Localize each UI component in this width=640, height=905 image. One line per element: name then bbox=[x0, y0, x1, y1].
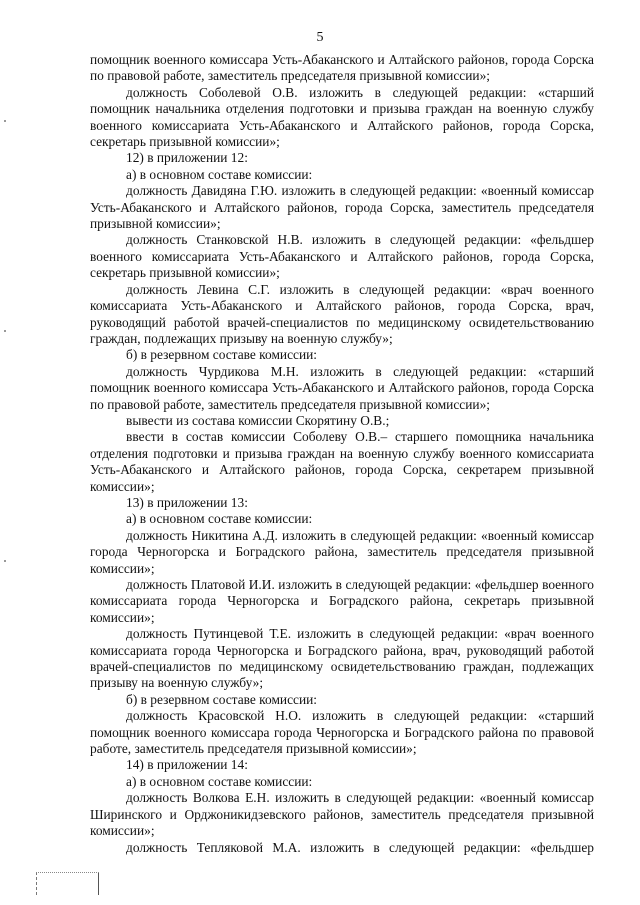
paragraph: должность Соболевой О.В. изложить в следующей редакции: «старший помощник начальника отделения подготовки и призыва граждан на военную службу военного комиссариата Усть-Абаканского и Алтайского районов, города Сорска, секретарь призывной комиссии»; bbox=[90, 84, 594, 150]
paragraph: должность Волкова Е.Н. изложить в следующей редакции: «военный комиссар Ширинского и Орджоникидзевского районов, заместитель председателя призывной комиссии»; bbox=[90, 790, 594, 839]
paragraph: должность Путинцевой Т.Е. изложить в следующей редакции: «врач военного комиссариата города Черногорска и Боградского района, врач, руководящий работой врачей-специалистов по медицинскому освидетельствованию граждан, подлежащих призыву на военную службу»; bbox=[90, 626, 594, 691]
paragraph: б) в резервном составе комиссии: bbox=[126, 691, 318, 707]
paragraph: ввести в состав комиссии Соболеву О.В.– старшего помощника начальника отделения подготовки и призыва граждан на военную службу военного комиссариата Усть-Абаканского и Алтайского районов, города Сорска, секретарем призывной комиссии»; bbox=[90, 429, 594, 494]
paragraph: должность Тепляковой М.А. изложить в следующей редакции: «фельдшер bbox=[126, 839, 594, 855]
paragraph: должность Никитина А.Д. изложить в следующей редакции: «военный комиссар города Черногорска и Боградского района, заместитель председателя призывной комиссии»; bbox=[90, 527, 594, 576]
paragraph: а) в основном составе комиссии: bbox=[126, 773, 313, 789]
paragraph: 14) в приложении 14: bbox=[126, 757, 248, 773]
paragraph: 13) в приложении 13: bbox=[126, 494, 248, 510]
scan-speck bbox=[4, 120, 6, 122]
paragraph: должность Платовой И.И. изложить в следующей редакции: «фельдшер военного комиссариата города Черногорска и Боградского района, секретарь призывной комиссии»; bbox=[90, 577, 594, 625]
scan-artifact bbox=[36, 872, 99, 895]
paragraph: а) в основном составе комиссии: bbox=[126, 166, 313, 182]
scan-speck bbox=[4, 560, 6, 562]
paragraph: должность Красовской Н.О. изложить в следующей редакции: «старший помощник военного комиссара города Черногорска и Боградского района по правовой работе, заместитель председателя призывной комиссии»; bbox=[90, 708, 594, 757]
paragraph: б) в резервном составе комиссии: bbox=[126, 347, 318, 363]
paragraph: вывести из состава комиссии Скорятину О.В.; bbox=[126, 412, 390, 428]
document-body bbox=[90, 52, 594, 856]
scan-speck bbox=[4, 330, 6, 332]
paragraph: 12) в приложении 12: bbox=[126, 150, 248, 166]
paragraph: должность Левина С.Г. изложить в следующей редакции: «врач военного комиссариата Усть-Абаканского и Алтайского районов, города Сорска, врач, руководящий работой врачей-специалистов по медицинскому освидетельствованию граждан, подлежащих призыву на военную службу»; bbox=[90, 281, 594, 346]
paragraph: должность Чурдикова М.Н. изложить в следующей редакции: «старший помощник военного комиссара Усть-Абаканского и Алтайского районов, города Сорска по правовой работе, заместитель председателя призывной комиссии»; bbox=[90, 363, 594, 412]
paragraph: должность Станковской Н.В. изложить в следующей редакции: «фельдшер военного комиссариата Усть-Абаканского и Алтайского районов, города Сорска, секретарь призывной комиссии»; bbox=[90, 232, 594, 281]
page-number: 5 bbox=[316, 30, 324, 45]
paragraph: должность Давидяна Г.Ю. изложить в следующей редакции: «военный комиссар Усть-Абаканского и Алтайского районов, города Сорска, заместитель председателя призывной комиссии»; bbox=[90, 183, 594, 232]
paragraph: помощник военного комиссара Усть-Абаканского и Алтайского районов, города Сорска по правовой работе, заместитель председателя призывной комиссии»; bbox=[90, 52, 594, 84]
paragraph: а) в основном составе комиссии: bbox=[126, 511, 313, 527]
